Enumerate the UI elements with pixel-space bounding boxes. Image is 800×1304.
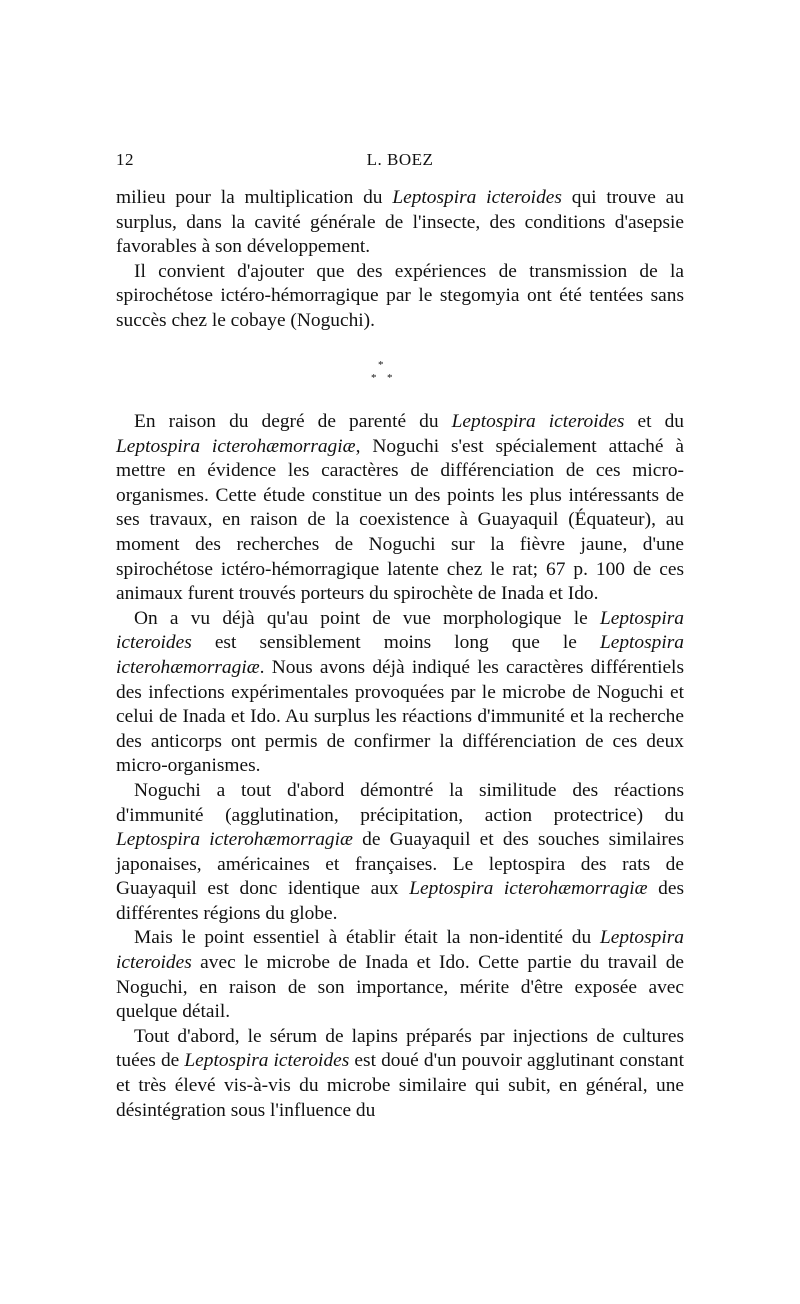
paragraph [116, 410, 684, 607]
text-run: des différentes régions du globe. [116, 878, 684, 924]
paragraph [116, 926, 684, 1024]
text-run: est sensiblement moins long que le [191, 632, 600, 654]
italic-species-name: Leptospira icterohæmorragiæ [116, 632, 684, 678]
italic-species-name: Leptospira icterohæmorragiæ [116, 435, 356, 457]
text-run: milieu pour la multiplication du [116, 187, 393, 208]
paragraph [116, 260, 684, 334]
text-run: et du [624, 411, 684, 432]
running-title: L. BOEZ [366, 150, 434, 169]
text-section-2 [116, 410, 684, 1123]
asterism-star: * [378, 359, 384, 371]
paragraph [116, 607, 684, 779]
text-run: . Nous avons déjà indiqué les caractères différentiels des infections expérimentales provoquées par le microbe de Noguchi et celui de Inada et Ido. Au surplus les réactions d'immunité et la recherche des anticorps ont permis de confirmer la différenciation de ces deux micro-organismes. [116, 656, 684, 777]
text-run: Noguchi a tout d'abord démontré la similitude des réactions d'immunité (agglutination, précipitation, action protectrice) du [116, 779, 684, 826]
italic-species-name: Leptospira icteroides [451, 411, 625, 432]
paragraph [116, 779, 684, 927]
italic-species-name: Leptospira icterohæmorragiæ [409, 878, 648, 900]
italic-species-name: Leptospira icteroides [116, 927, 684, 974]
italic-species-name: Leptospira icterohæmorragiæ [116, 829, 353, 851]
text-run: Il convient d'ajouter que des expériences de transmission de la spirochétose ictéro-hémorragique par le stegomyia ont été tentées sans succès chez le cobaye (Noguchi). [116, 260, 684, 331]
text-run: , Noguchi s'est spécialement attaché à mettre en évidence les caractères de différenciation de ces micro-organismes. Cette étude constitue un des points les plus intéressants de ses travaux, en raison de la coexistence à Guayaquil (Équateur), au moment des recherches de Noguchi sur la fièvre jaune, d'une spirochétose ictéro-hémorragique latente chez le rat; 67 p. 100 de ces animaux furent trouvés porteurs du spirochète de Inada et Ido. [116, 435, 684, 605]
paragraph [116, 1025, 684, 1123]
text-run: Mais le point essentiel à établir était la non-identité du [134, 927, 600, 949]
italic-species-name: Leptospira icteroides [116, 607, 684, 654]
text-run: En raison du degré de parenté du [134, 411, 452, 432]
text-run: de Guayaquil et des souches similaires japonaises, américaines et françaises. Le leptospira des rats de Guayaquil est donc identique aux [116, 829, 684, 900]
text-run: Tout d'abord, le sérum de lapins préparés par injections de cultures tuées de [116, 1025, 684, 1072]
running-head [116, 150, 684, 176]
page-number: 12 [116, 150, 134, 169]
text-run: qui trouve au surplus, dans la cavité générale de l'insecte, des conditions d'asepsie favorables à son développement. [116, 187, 684, 258]
asterism-star: * [387, 372, 393, 384]
asterism-star: * [371, 372, 377, 384]
italic-species-name: Leptospira icteroides [184, 1050, 350, 1072]
paragraph [116, 186, 684, 260]
text-section-1 [116, 186, 684, 334]
text-run: On a vu déjà qu'au point de vue morphologique le [134, 607, 600, 629]
text-run: avec le microbe de Inada et Ido. Cette partie du travail de Noguchi, en raison de son importance, mérite d'être exposée avec quelque détail. [116, 952, 684, 1023]
text-run: est doué d'un pouvoir agglutinant constant et très élevé vis-à-vis du microbe similaire qui subit, en général, une désintégration sous l'influence du [116, 1050, 684, 1121]
asterism-separator [368, 360, 398, 390]
italic-species-name: Leptospira icteroides [392, 187, 562, 208]
